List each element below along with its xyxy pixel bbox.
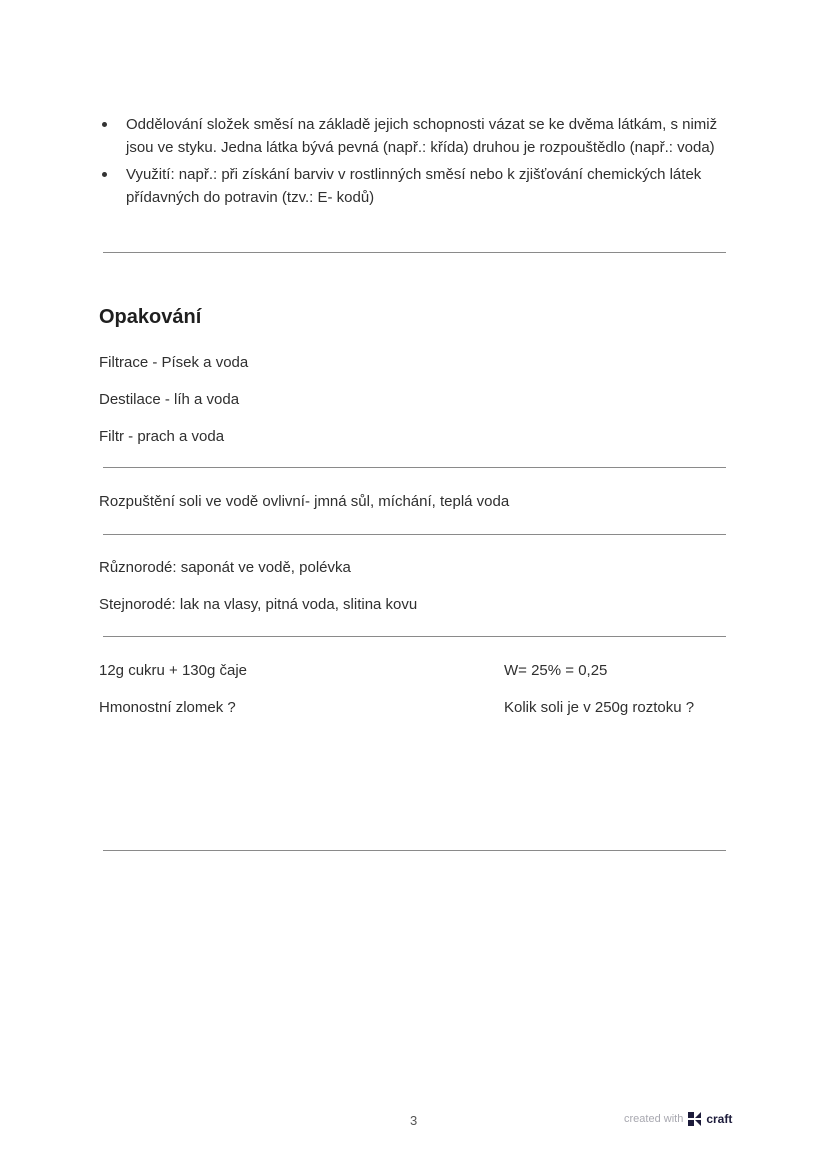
bullet-item: [99, 163, 739, 209]
page-number: 3: [410, 1113, 418, 1128]
method-filtr: Filtr - prach a voda: [99, 428, 225, 445]
craft-brand-text: craft: [706, 1112, 733, 1126]
bullet-dot-icon: [102, 172, 107, 177]
divider: [103, 467, 726, 468]
divider: [103, 636, 726, 637]
section-heading: Opakování: [99, 306, 202, 328]
bullet-text: Využití: např.: při získání barviv v rostlinných směsí nebo k zjišťování chemických látek přídavných do potravin (tzv.: E- kodů): [126, 166, 702, 206]
divider: [103, 252, 726, 253]
bullet-item: [99, 113, 739, 159]
craft-logo-icon: [687, 1112, 702, 1126]
created-with-badge[interactable]: [624, 1112, 732, 1126]
bullet-list: [99, 113, 739, 213]
divider: [103, 534, 726, 535]
divider: [103, 850, 726, 851]
problem-right-question: Kolik soli je v 250g roztoku ?: [504, 699, 695, 716]
created-with-label: created with: [624, 1113, 684, 1125]
bullet-dot-icon: [102, 122, 107, 127]
method-destilace: Destilace - líh a voda: [99, 391, 240, 408]
method-filtrace: Filtrace - Písek a voda: [99, 354, 249, 371]
dissolving-text: Rozpuštění soli ve vodě ovlivní- jmná sůl, míchání, teplá voda: [99, 493, 510, 510]
problem-right-given: W= 25% = 0,25: [504, 662, 608, 679]
heterogeneous-mixtures: Různorodé: saponát ve vodě, polévka: [99, 559, 351, 576]
homogeneous-mixtures: Stejnorodé: lak na vlasy, pitná voda, slitina kovu: [99, 596, 418, 613]
problem-left-given: 12g cukru + 130g čaje: [99, 662, 248, 679]
bullet-text: Oddělování složek směsí na základě jejich schopnosti vázat se ke dvěma látkám, s nimiž jsou ve styku. Jedna látka bývá pevná (např.: křída) druhou je rozpouštědlo (např.: voda): [126, 116, 718, 156]
problem-left-question: Hmonostní zlomek ?: [99, 699, 236, 716]
